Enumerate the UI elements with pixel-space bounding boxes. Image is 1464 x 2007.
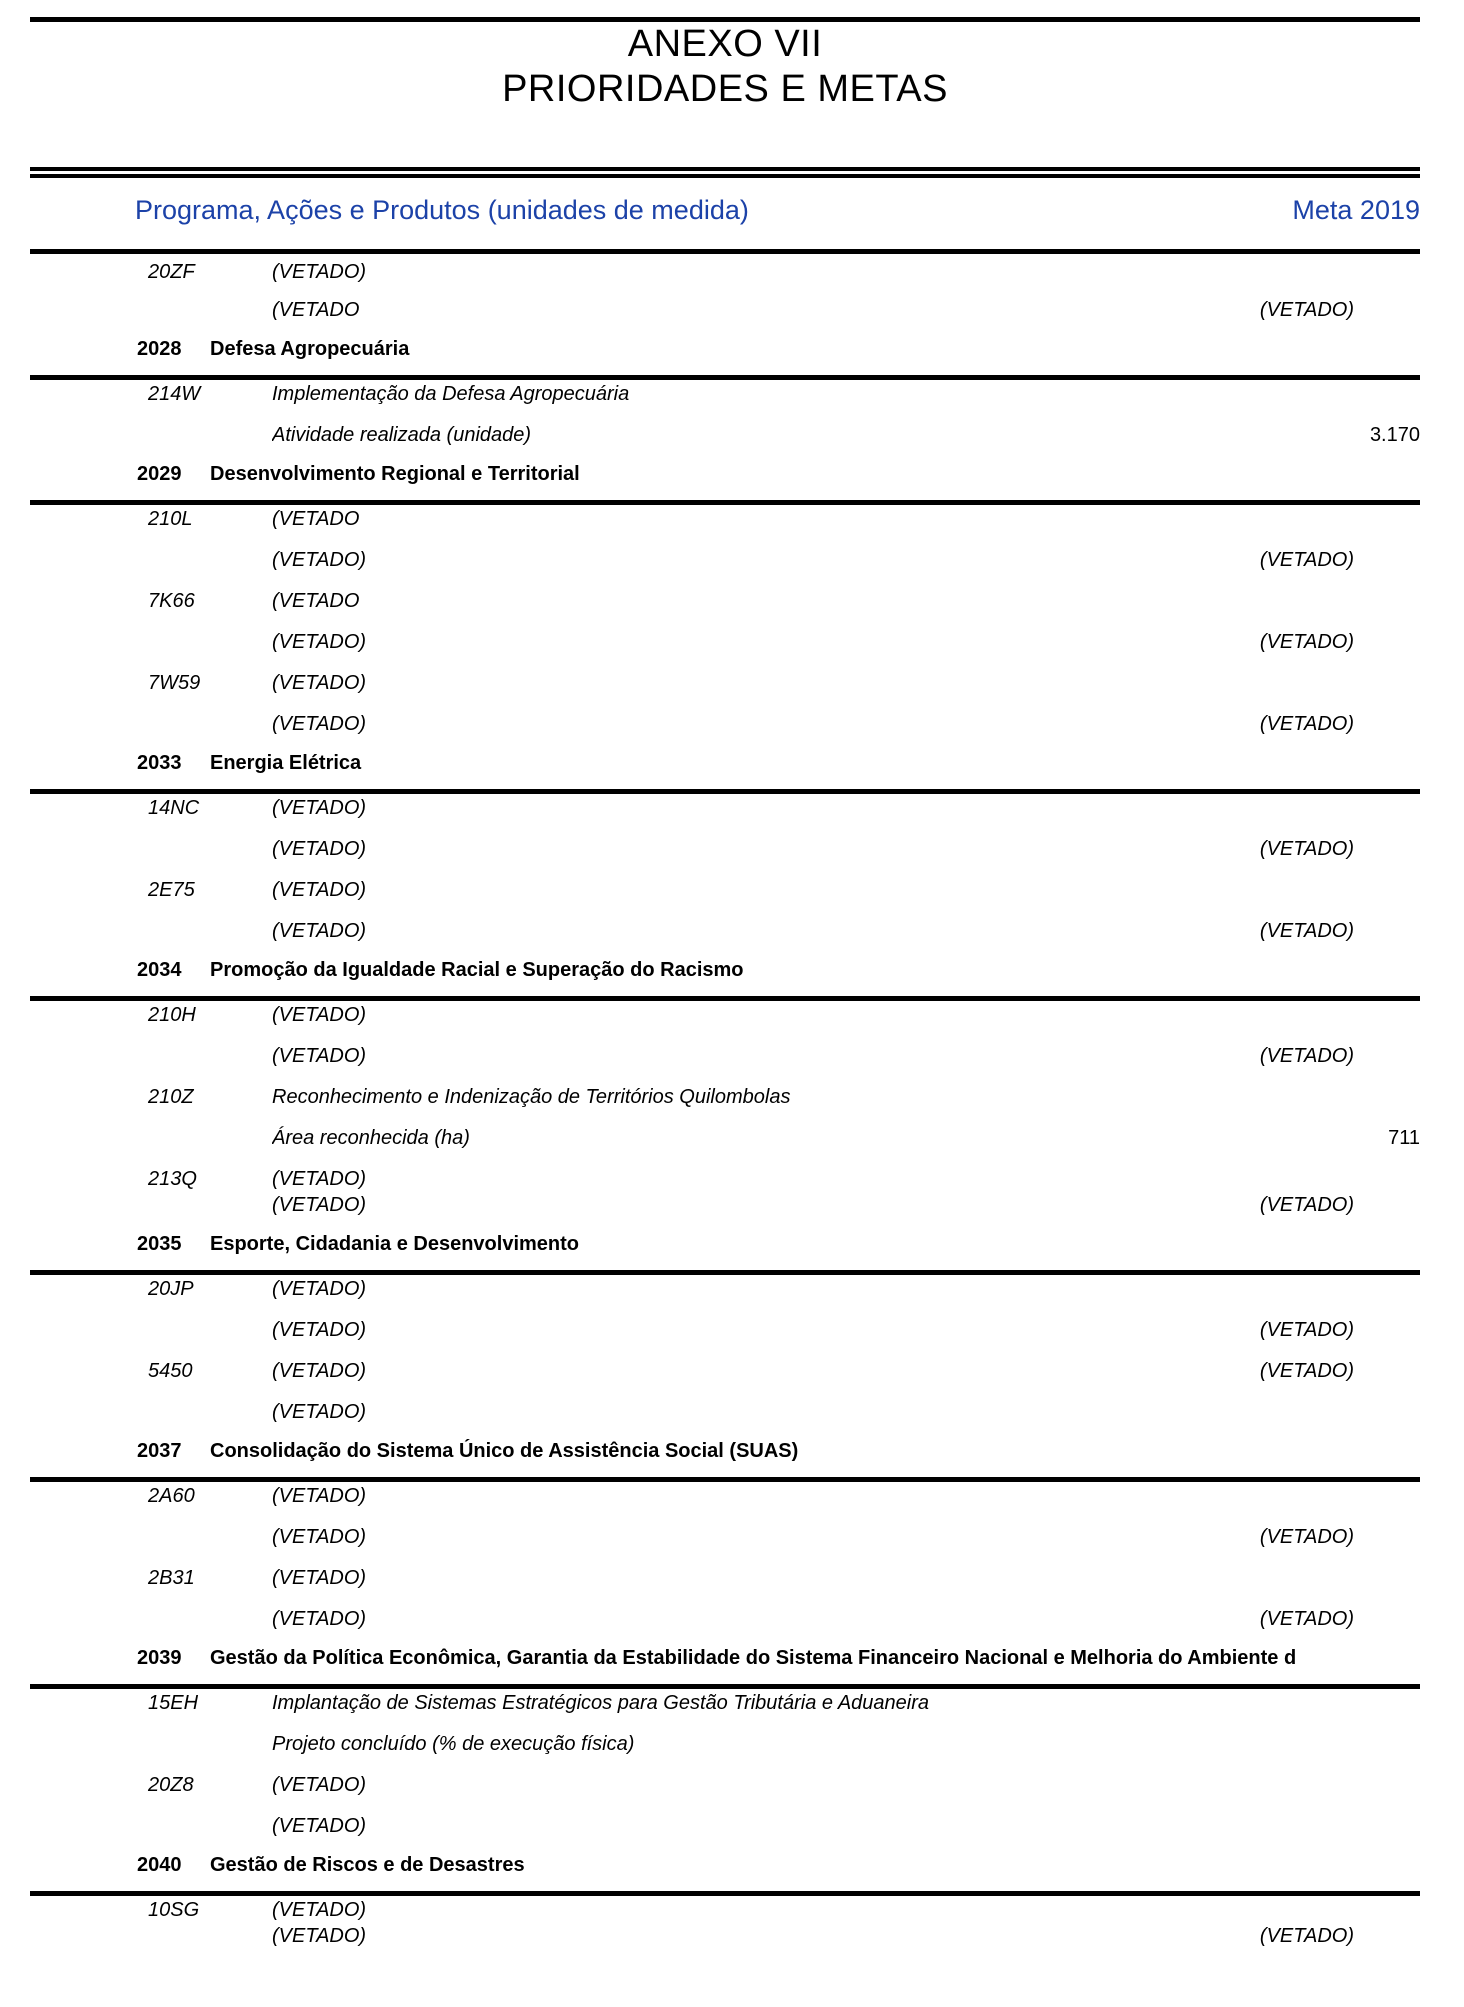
row-text: Área reconhecida (ha) bbox=[272, 1127, 470, 1149]
action-row bbox=[30, 712, 1420, 737]
action-row bbox=[30, 630, 1420, 655]
row-text: (VETADO) bbox=[272, 1319, 367, 1341]
row-code: 2B31 bbox=[148, 1567, 195, 1589]
column-header-programs: Programa, Ações e Produtos (unidades de medida) bbox=[135, 195, 749, 225]
row-text: (VETADO) bbox=[272, 1526, 367, 1548]
row-meta-value: (VETADO) bbox=[1259, 1360, 1354, 1382]
row-code: 2033 bbox=[137, 752, 182, 774]
action-row bbox=[30, 1126, 1420, 1151]
action-row bbox=[30, 1167, 1420, 1192]
row-text: (VETADO) bbox=[272, 549, 367, 571]
action-row bbox=[30, 507, 1420, 532]
row-text: (VETADO) bbox=[272, 1168, 367, 1190]
action-row bbox=[30, 1814, 1420, 1839]
column-header-meta: Meta 2019 bbox=[1292, 195, 1420, 225]
action-row bbox=[30, 1318, 1420, 1343]
action-row bbox=[30, 260, 1420, 285]
row-text: Esporte, Cidadania e Desenvolvimento bbox=[210, 1233, 579, 1255]
program-row bbox=[30, 958, 1420, 983]
action-row bbox=[30, 1607, 1420, 1632]
row-code: 2028 bbox=[137, 338, 182, 360]
document-title bbox=[30, 22, 1420, 112]
row-text: (VETADO) bbox=[272, 1774, 367, 1796]
row-text: (VETADO) bbox=[272, 672, 367, 694]
section-divider bbox=[30, 500, 1420, 505]
action-row bbox=[30, 837, 1420, 862]
row-meta-value: (VETADO) bbox=[1259, 713, 1354, 735]
row-code: 210Z bbox=[148, 1086, 194, 1108]
row-code: 14NC bbox=[148, 797, 200, 819]
action-row bbox=[30, 796, 1420, 821]
row-text: (VETADO) bbox=[272, 1608, 367, 1630]
row-code: 20Z8 bbox=[148, 1774, 194, 1796]
section-divider bbox=[30, 789, 1420, 794]
row-meta-value: (VETADO) bbox=[1259, 1319, 1354, 1341]
row-code: 15EH bbox=[148, 1692, 199, 1714]
row-text: (VETADO) bbox=[272, 1401, 367, 1423]
row-text: (VETADO) bbox=[272, 838, 367, 860]
row-text: (VETADO) bbox=[272, 879, 367, 901]
section-divider bbox=[30, 1891, 1420, 1896]
row-meta-value: (VETADO) bbox=[1259, 1045, 1354, 1067]
row-text: (VETADO) bbox=[272, 631, 367, 653]
row-code: 20JP bbox=[148, 1278, 194, 1300]
section-divider bbox=[30, 1270, 1420, 1275]
row-code: 10SG bbox=[148, 1899, 200, 1921]
action-row bbox=[30, 1085, 1420, 1110]
row-meta-value: (VETADO) bbox=[1259, 549, 1354, 571]
action-row bbox=[30, 1484, 1420, 1509]
program-row bbox=[30, 751, 1420, 776]
row-code: 2039 bbox=[137, 1647, 182, 1669]
row-text: (VETADO) bbox=[272, 920, 367, 942]
row-text: Reconhecimento e Indenização de Territórios Quilombolas bbox=[272, 1086, 791, 1108]
row-text: (VETADO) bbox=[272, 1485, 367, 1507]
row-code: 2035 bbox=[137, 1233, 182, 1255]
row-meta-value: (VETADO) bbox=[1259, 631, 1354, 653]
row-text: (VETADO bbox=[272, 299, 360, 321]
action-row bbox=[30, 671, 1420, 696]
program-row bbox=[30, 1853, 1420, 1878]
row-text: Implementação da Defesa Agropecuária bbox=[272, 383, 630, 405]
section-divider bbox=[30, 375, 1420, 380]
row-code: 2E75 bbox=[148, 879, 195, 901]
row-text: (VETADO bbox=[272, 508, 360, 530]
row-code: 2034 bbox=[137, 959, 182, 981]
row-code: 20ZF bbox=[148, 261, 195, 283]
title-line-1: ANEXO VII bbox=[627, 23, 823, 65]
row-text: (VETADO) bbox=[272, 713, 367, 735]
row-code: 213Q bbox=[148, 1168, 197, 1190]
action-row bbox=[30, 1773, 1420, 1798]
action-row bbox=[30, 298, 1420, 323]
row-code: 2040 bbox=[137, 1854, 182, 1876]
row-meta-value: (VETADO) bbox=[1259, 1608, 1354, 1630]
section-divider bbox=[30, 1684, 1420, 1689]
row-code: 214W bbox=[148, 383, 201, 405]
action-row bbox=[30, 382, 1420, 407]
action-row bbox=[30, 1732, 1420, 1757]
row-code: 5450 bbox=[148, 1360, 193, 1382]
program-row bbox=[30, 1232, 1420, 1257]
row-code: 2037 bbox=[137, 1440, 182, 1462]
title-line-2: PRIORIDADES E METAS bbox=[502, 68, 948, 110]
double-rule bbox=[30, 167, 1420, 178]
table-header bbox=[30, 195, 1420, 226]
row-meta-value: (VETADO) bbox=[1259, 838, 1354, 860]
row-text: Energia Elétrica bbox=[210, 752, 362, 774]
row-meta-value: (VETADO) bbox=[1259, 920, 1354, 942]
action-row bbox=[30, 1277, 1420, 1302]
row-text: (VETADO) bbox=[272, 1278, 367, 1300]
action-row bbox=[30, 423, 1420, 448]
program-row bbox=[30, 1439, 1420, 1464]
action-row bbox=[30, 548, 1420, 573]
row-text: (VETADO) bbox=[272, 261, 367, 283]
row-meta-value: (VETADO) bbox=[1259, 299, 1354, 321]
row-code: 2029 bbox=[137, 463, 182, 485]
row-meta-value: (VETADO) bbox=[1259, 1194, 1354, 1216]
row-meta-value: (VETADO) bbox=[1259, 1925, 1354, 1947]
action-row bbox=[30, 1003, 1420, 1028]
action-row bbox=[30, 1898, 1420, 1923]
row-text: (VETADO) bbox=[272, 1815, 367, 1837]
row-text: (VETADO) bbox=[272, 797, 367, 819]
action-row bbox=[30, 1924, 1420, 1949]
action-row bbox=[30, 1525, 1420, 1550]
action-row bbox=[30, 878, 1420, 903]
row-text: Gestão da Política Econômica, Garantia da Estabilidade do Sistema Financeiro Nacional e Melhoria do Ambiente d bbox=[210, 1647, 1297, 1669]
action-row bbox=[30, 1044, 1420, 1069]
action-row bbox=[30, 1193, 1420, 1218]
row-text: Gestão de Riscos e de Desastres bbox=[210, 1854, 525, 1876]
section-divider bbox=[30, 996, 1420, 1001]
row-text: (VETADO) bbox=[272, 1194, 367, 1216]
row-code: 210L bbox=[148, 508, 193, 530]
row-text: (VETADO bbox=[272, 590, 360, 612]
section-divider bbox=[30, 1477, 1420, 1482]
row-text: Implantação de Sistemas Estratégicos para Gestão Tributária e Aduaneira bbox=[272, 1692, 930, 1714]
action-row bbox=[30, 1400, 1420, 1425]
row-meta-value: 711 bbox=[1388, 1127, 1420, 1149]
row-text: Defesa Agropecuária bbox=[210, 338, 410, 360]
row-code: 7K66 bbox=[148, 590, 195, 612]
row-text: Atividade realizada (unidade) bbox=[272, 424, 532, 446]
row-text: (VETADO) bbox=[272, 1045, 367, 1067]
action-row bbox=[30, 919, 1420, 944]
row-code: 210H bbox=[148, 1004, 196, 1026]
row-text: (VETADO) bbox=[272, 1925, 367, 1947]
action-row bbox=[30, 589, 1420, 614]
row-text: Promoção da Igualdade Racial e Superação do Racismo bbox=[210, 959, 744, 981]
priorities-table bbox=[30, 254, 1420, 1949]
row-text: Desenvolvimento Regional e Territorial bbox=[210, 463, 580, 485]
action-row bbox=[30, 1359, 1420, 1384]
action-row bbox=[30, 1691, 1420, 1716]
row-text: (VETADO) bbox=[272, 1567, 367, 1589]
action-row bbox=[30, 1566, 1420, 1591]
row-code: 7W59 bbox=[148, 672, 201, 694]
row-meta-value: (VETADO) bbox=[1259, 1526, 1354, 1548]
row-text: (VETADO) bbox=[272, 1899, 367, 1921]
row-text: (VETADO) bbox=[272, 1004, 367, 1026]
row-code: 2A60 bbox=[148, 1485, 195, 1507]
program-row bbox=[30, 462, 1420, 487]
program-row bbox=[30, 337, 1420, 362]
program-row bbox=[30, 1646, 1420, 1671]
row-text: Consolidação do Sistema Único de Assistência Social (SUAS) bbox=[210, 1440, 799, 1462]
row-meta-value: 3.170 bbox=[1369, 424, 1420, 446]
row-text: Projeto concluído (% de execução física) bbox=[272, 1733, 635, 1755]
row-text: (VETADO) bbox=[272, 1360, 367, 1382]
